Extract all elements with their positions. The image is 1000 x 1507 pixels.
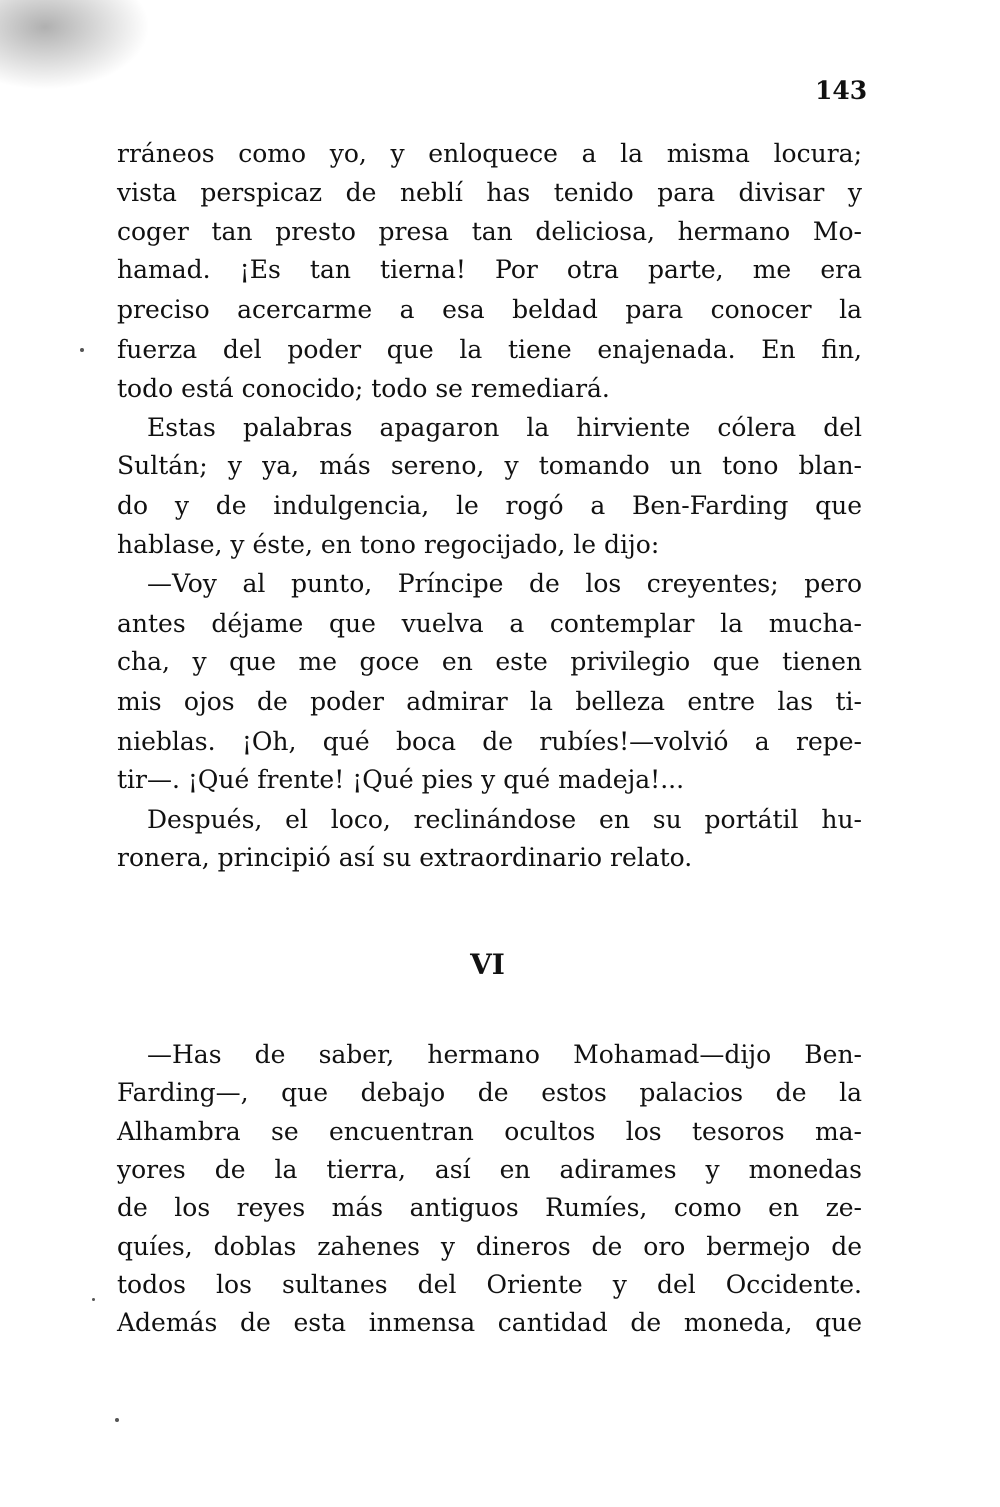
- scan-speck: [115, 1418, 119, 1422]
- text-line: Además de esta inmensa cantidad de moneda, que: [117, 1308, 862, 1337]
- text-line: coger tan presto presa tan deliciosa, hermano Mo-: [117, 217, 862, 246]
- text-line: preciso acercarme a esa beldad para conocer la: [117, 295, 862, 324]
- scan-speck: [80, 348, 84, 352]
- text-line: rráneos como yo, y enloquece a la misma locura;: [117, 139, 862, 168]
- text-line: —Voy al punto, Príncipe de los creyentes; pero: [147, 569, 862, 598]
- text-line: hablase, y éste, en tono regocijado, le dijo:: [117, 530, 660, 559]
- scan-speck: [92, 1298, 95, 1301]
- text-line: mis ojos de poder admirar la belleza entre las ti-: [117, 687, 862, 716]
- text-line: hamad. ¡Es tan tierna! Por otra parte, me era: [117, 255, 862, 284]
- chapter-heading: VI: [470, 948, 505, 981]
- text-line: Estas palabras apagaron la hirviente cólera del: [147, 413, 862, 442]
- text-line: Sultán; y ya, más sereno, y tomando un tono blan-: [117, 451, 862, 480]
- scan-smudge: [0, 0, 150, 90]
- text-line: vista perspicaz de neblí has tenido para divisar y: [117, 178, 862, 207]
- text-line: Farding—, que debajo de estos palacios de la: [117, 1078, 862, 1107]
- page-number: 143: [815, 76, 868, 105]
- text-line: cha, y que me goce en este privilegio que tienen: [117, 647, 862, 676]
- text-line: —Has de saber, hermano Mohamad—dijo Ben-: [147, 1040, 862, 1069]
- text-line: todo está conocido; todo se remediará.: [117, 374, 610, 403]
- text-line: tir—. ¡Qué frente! ¡Qué pies y qué madeja!...: [117, 765, 685, 794]
- text-line: todos los sultanes del Oriente y del Occidente.: [117, 1270, 862, 1299]
- text-line: nieblas. ¡Oh, qué boca de rubíes!—volvió a repe-: [117, 727, 862, 756]
- text-line: do y de indulgencia, le rogó a Ben-Farding que: [117, 491, 862, 520]
- text-line: antes déjame que vuelva a contemplar la mucha-: [117, 609, 862, 638]
- text-line: ronera, principió así su extraordinario relato.: [117, 843, 693, 872]
- text-line: quíes, doblas zahenes y dineros de oro bermejo de: [117, 1232, 862, 1261]
- text-line: yores de la tierra, así en adirames y monedas: [117, 1155, 862, 1184]
- text-line: fuerza del poder que la tiene enajenada. En fin,: [117, 335, 862, 364]
- text-line: de los reyes más antiguos Rumíes, como en ze-: [117, 1193, 862, 1222]
- text-line: Después, el loco, reclinándose en su portátil hu-: [147, 805, 862, 834]
- text-line: Alhambra se encuentran ocultos los tesoros ma-: [117, 1117, 862, 1146]
